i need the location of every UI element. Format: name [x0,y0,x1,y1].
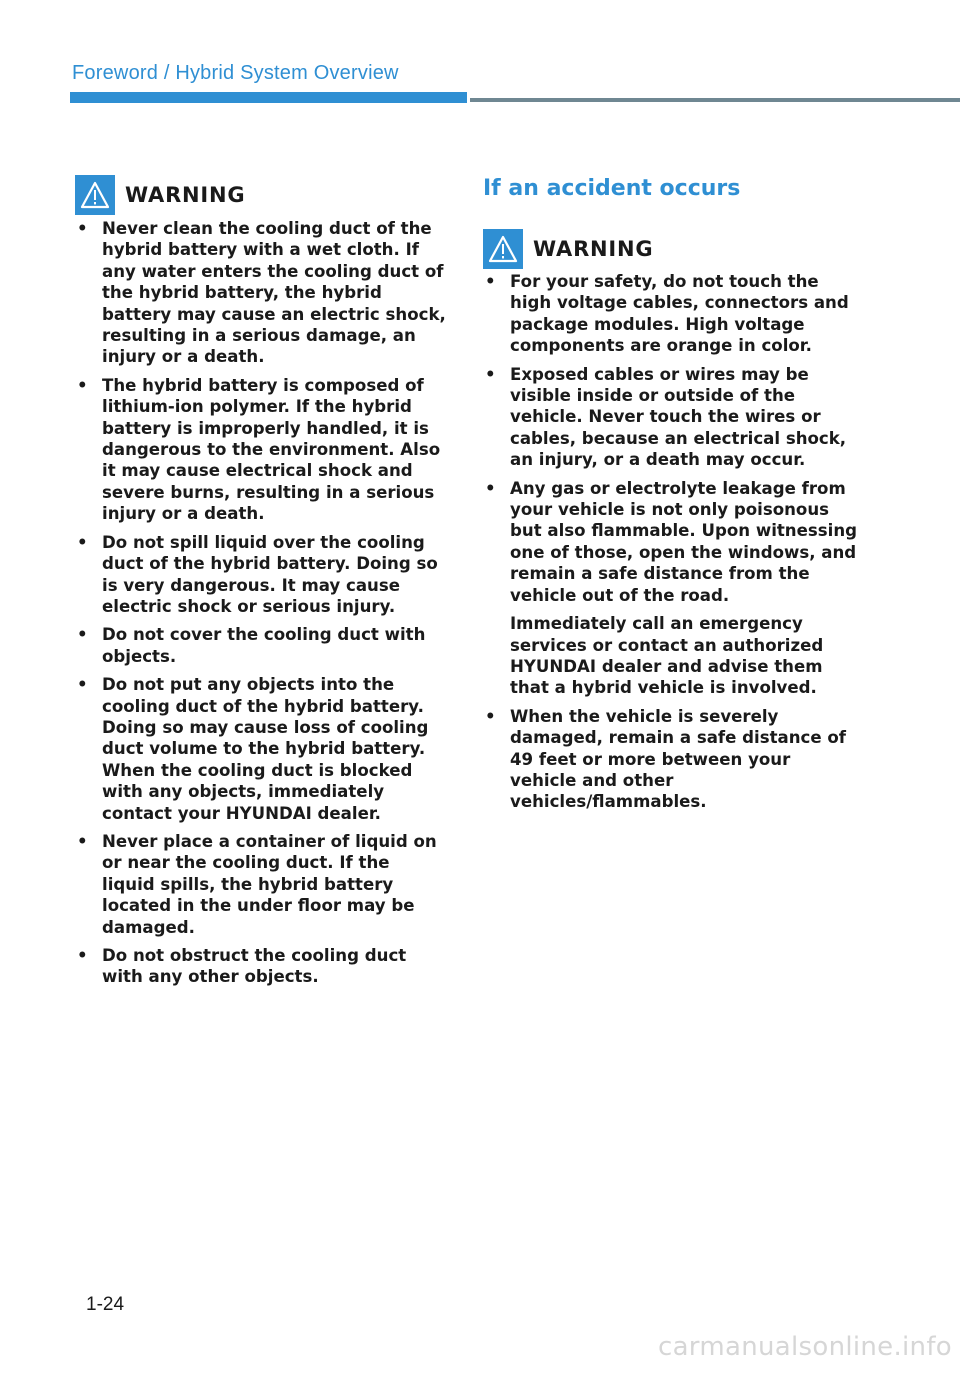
breadcrumb: Foreword / Hybrid System Overview [72,62,399,84]
warning-label: WARNING [533,237,654,261]
left-warning-list [75,218,447,995]
section-title: If an accident occurs [483,176,741,201]
header-accent-bar [70,92,467,103]
list-item: • Do not obstruct the cooling duct with any other objects. [77,946,407,987]
warning-triangle-icon [75,175,115,215]
watermark: carmanualsonline.info [657,1332,952,1362]
list-item: • Never clean the cooling duct of the hybrid battery with a wet cloth. If any water enters the cooling duct of the hybrid battery, the hybrid battery may cause an electric shock, resulting in a serious damage, an injury or a death. [77,219,446,367]
header-rule [470,98,960,102]
list-item: • When the vehicle is severely damaged, remain a safe distance of 49 feet or more between your vehicle and other vehicles/flammables. [485,706,847,812]
list-item-paragraph: Immediately call an emergency services or contact an authorized HYUNDAI dealer and advise them that a hybrid vehicle is involved. [510,614,824,698]
page-number: 1-24 [86,1294,125,1315]
list-item: • Do not cover the cooling duct with objects. [77,625,426,666]
right-warning-list [483,271,858,820]
list-item: • Never place a container of liquid on or near the cooling duct. If the liquid spills, the hybrid battery located in the under floor may be damaged. [77,831,437,937]
list-item: • For your safety, do not touch the high voltage cables, connectors and package modules. High voltage components are orange in color. [485,272,849,356]
right-warning-heading [483,229,653,269]
warning-label: WARNING [125,183,246,207]
list-item: • Any gas or electrolyte leakage from your vehicle is not only poisonous but also flammable. Upon witnessing one of those, open the windows, and remain a safe distance from the vehicle out of the road. Immediately call an emergency services or contact an authorized HYUNDAI dealer and advise them that a hybrid vehicle is involved. [485,478,858,698]
list-item: • The hybrid battery is composed of lithium-ion polymer. If the hybrid battery is improperly handled, it is dangerous to the environment. Also it may cause electrical shock and severe burns, resulting in a serious injury or a death. [77,375,441,524]
list-item: • Do not spill liquid over the cooling duct of the hybrid battery. Doing so is very dangerous. It may cause electric shock or serious injury. [77,532,438,616]
list-item: • Exposed cables or wires may be visible inside or outside of the vehicle. Never touch the wires or cables, because an electrical shock, an injury, or a death may occur. [485,364,847,470]
left-warning-heading [75,175,245,215]
warning-triangle-icon [483,229,523,269]
list-item: • Do not put any objects into the cooling duct of the hybrid battery. Doing so may cause loss of cooling duct volume to the hybrid battery. When the cooling duct is blocked with any objects, immediately contact your HYUNDAI dealer. [77,675,429,823]
